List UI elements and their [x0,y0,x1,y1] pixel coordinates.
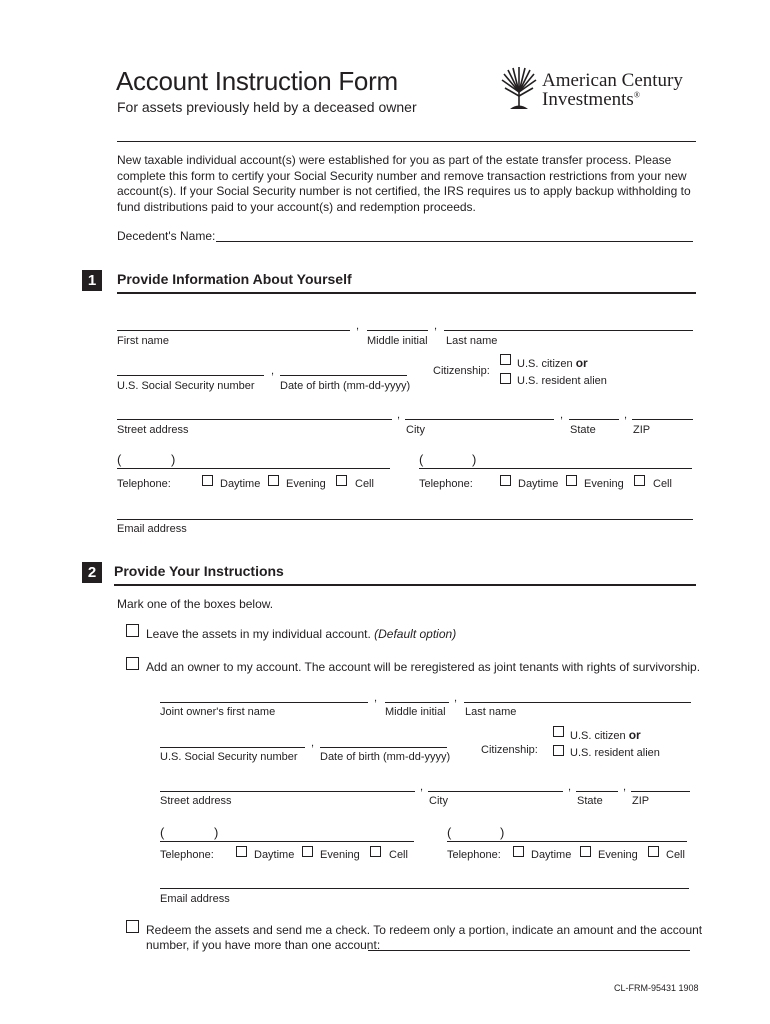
joint-citizenship-label: Citizenship: [481,744,538,756]
joint-resident-alien-checkbox[interactable] [553,745,564,756]
joint-first-name-input[interactable] [160,686,367,702]
joint-telephone-1-label: Telephone: [160,849,214,861]
middle-initial-line [367,330,428,331]
redeem-amount-account-line [368,950,690,951]
separator: , [560,409,564,421]
joint-middle-initial-input[interactable] [385,686,448,702]
joint-phone-2-paren-close: ) [500,825,505,840]
joint-phone-1-evening-label: Evening [320,849,360,861]
dob-label: Date of birth (mm-dd-yyyy) [280,380,411,392]
joint-city-label: City [429,795,448,807]
telephone-1-label: Telephone: [117,478,171,490]
joint-street-address-line [160,791,415,792]
phone-2-daytime-checkbox[interactable] [500,475,511,486]
email-line [117,519,693,520]
phone-1-evening-checkbox[interactable] [268,475,279,486]
separator: , [374,692,378,704]
joint-phone-1-cell-checkbox[interactable] [370,846,381,857]
joint-state-input[interactable] [576,775,617,791]
form-code: CL-FRM-95431 1908 [614,983,699,993]
street-address-line [117,419,392,420]
joint-resident-alien-label: U.S. resident alien [570,747,660,759]
joint-us-citizen-text: U.S. citizen [570,730,626,742]
section-1-heading: Provide Information About Yourself [117,271,352,287]
joint-last-name-label: Last name [465,706,517,718]
joint-dob-label: Date of birth (mm-dd-yyyy) [320,751,451,763]
separator: , [623,781,627,793]
leave-assets-checkbox[interactable] [126,624,139,637]
intro-line-2: complete this form to certify your Social Security number and remove transaction restrictions from your new [117,168,687,183]
header-rule [117,141,696,142]
joint-phone-2-evening-checkbox[interactable] [580,846,591,857]
section-1-number: 1 [82,270,102,291]
phone-1-number-input[interactable] [180,452,388,468]
phone-1-daytime-checkbox[interactable] [202,475,213,486]
resident-alien-checkbox[interactable] [500,373,511,384]
phone-1-evening-label: Evening [286,478,326,490]
joint-street-address-input[interactable] [160,775,414,791]
leave-assets-text: Leave the assets in my individual account. [146,627,371,641]
dob-line [280,375,407,376]
city-input[interactable] [405,403,554,419]
ssn-label: U.S. Social Security number [117,380,255,392]
state-input[interactable] [569,403,618,419]
brand-line-1: American Century [542,70,683,91]
joint-phone-2-evening-label: Evening [598,849,638,861]
joint-last-name-line [464,702,691,703]
joint-zip-input[interactable] [631,775,689,791]
mark-one-instruction: Mark one of the boxes below. [117,597,274,611]
joint-dob-line [320,747,447,748]
ssn-input[interactable] [117,359,263,375]
joint-phone-2-daytime-label: Daytime [531,849,572,861]
resident-alien-label: U.S. resident alien [517,375,607,387]
joint-phone-2-line [447,841,687,842]
joint-us-citizen-label [570,728,641,742]
joint-ssn-line [160,747,305,748]
redeem-assets-label-line-2: number, if you have more than one account: [146,938,381,952]
form-subtitle: For assets previously held by a deceased owner [117,99,417,115]
separator: , [311,737,315,749]
email-input[interactable] [117,503,692,519]
separator: , [356,320,360,332]
phone-2-paren-close: ) [472,452,477,467]
redeem-assets-label-line-1: Redeem the assets and send me a check. To redeem only a portion, indicate an amount and the account [146,923,703,937]
joint-phone-2-cell-checkbox[interactable] [648,846,659,857]
joint-phone-1-daytime-label: Daytime [254,849,295,861]
separator: , [568,781,572,793]
joint-us-citizen-checkbox[interactable] [553,726,564,737]
add-owner-label: Add an owner to my account. The account will be reregistered as joint tenants with rights of survivorship. [146,660,701,674]
joint-last-name-input[interactable] [464,686,690,702]
joint-phone-1-area-code-input[interactable] [168,825,212,841]
section-2-heading: Provide Your Instructions [114,563,284,579]
last-name-line [444,330,693,331]
joint-ssn-input[interactable] [160,731,304,747]
telephone-2-label: Telephone: [419,478,473,490]
joint-phone-2-daytime-checkbox[interactable] [513,846,524,857]
citizenship-label: Citizenship: [433,365,490,377]
phone-1-area-code-input[interactable] [125,452,169,468]
separator: , [624,409,628,421]
leave-assets-label [146,627,456,643]
joint-street-address-label: Street address [160,795,232,807]
phone-2-area-code-input[interactable] [427,452,470,468]
tree-logo-icon [500,66,538,110]
phone-2-evening-checkbox[interactable] [566,475,577,486]
intro-line-3: account(s). If your Social Security number is not certified, the IRS requires us to apply backup withholding to [117,184,691,198]
joint-state-line [576,791,618,792]
joint-phone-1-evening-checkbox[interactable] [302,846,313,857]
phone-1-paren-close: ) [171,452,176,467]
brand-line-2 [542,89,640,111]
joint-email-line [160,888,689,889]
decedent-name-line [216,241,693,242]
first-name-label: First name [117,335,169,347]
zip-input[interactable] [632,403,692,419]
separator: , [397,409,401,421]
joint-phone-1-daytime-checkbox[interactable] [236,846,247,857]
section-2-rule [114,584,696,586]
intro-line-4: fund distributions paid to your account(s) and redemption proceeds. [117,199,476,214]
phone-2-line [419,468,692,469]
joint-dob-input[interactable] [320,731,446,747]
section-2-number: 2 [82,562,102,583]
phone-1-cell-checkbox[interactable] [336,475,347,486]
joint-phone-2-paren-open: ( [447,825,452,840]
zip-label: ZIP [633,424,651,436]
joint-phone-2-cell-label: Cell [666,849,685,861]
joint-telephone-2-label: Telephone: [447,849,501,861]
default-option-text: (Default option) [374,627,457,641]
redeem-amount-account-input[interactable] [370,934,688,950]
joint-phone-1-paren-open: ( [160,825,165,840]
joint-ssn-label: U.S. Social Security number [160,751,298,763]
joint-first-name-line [160,702,368,703]
phone-2-paren-open: ( [419,452,424,467]
decedent-name-input[interactable] [218,226,692,242]
section-1-rule [117,292,696,294]
joint-zip-line [631,791,690,792]
form-title: Account Instruction Form [116,66,398,96]
add-owner-checkbox[interactable] [126,657,139,670]
separator: , [420,781,424,793]
middle-initial-label: Middle initial [367,335,428,347]
joint-first-name-label: Joint owner's first name [160,706,276,718]
joint-zip-label: ZIP [632,795,650,807]
phone-2-cell-checkbox[interactable] [634,475,645,486]
phone-2-evening-label: Evening [584,478,624,490]
phone-2-daytime-label: Daytime [518,478,559,490]
joint-state-label: State [577,795,603,807]
street-address-label: Street address [117,424,189,436]
street-address-input[interactable] [117,403,391,419]
us-citizen-text: U.S. citizen [517,358,573,370]
phone-1-paren-open: ( [117,452,122,467]
joint-middle-initial-line [385,702,449,703]
redeem-assets-checkbox[interactable] [126,920,139,933]
middle-initial-input[interactable] [367,314,427,330]
company-logo [500,66,700,112]
us-citizen-checkbox[interactable] [500,354,511,365]
separator: , [454,692,458,704]
or-text: or [575,356,588,370]
brand-line-2-text: Investments [542,89,634,110]
last-name-input[interactable] [444,314,692,330]
state-label: State [570,424,596,436]
state-line [569,419,619,420]
or-text: or [628,728,641,742]
us-citizen-label [517,356,588,370]
last-name-label: Last name [446,335,498,347]
joint-phone-1-line [160,841,414,842]
city-label: City [406,424,425,436]
joint-email-input[interactable] [160,872,688,888]
dob-input[interactable] [280,359,406,375]
joint-city-line [428,791,563,792]
phone-1-daytime-label: Daytime [220,478,261,490]
phone-2-cell-label: Cell [653,478,672,490]
phone-1-line [117,468,390,469]
joint-email-label: Email address [160,893,230,905]
email-label: Email address [117,523,187,535]
separator: , [271,365,275,377]
joint-phone-1-paren-close: ) [214,825,219,840]
joint-phone-1-cell-label: Cell [389,849,408,861]
joint-middle-initial-label: Middle initial [385,706,446,718]
city-line [405,419,554,420]
ssn-line [117,375,264,376]
zip-line [632,419,693,420]
joint-phone-2-area-code-input[interactable] [455,825,498,841]
joint-phone-2-number-input[interactable] [510,825,686,841]
first-name-line [117,330,350,331]
phone-1-cell-label: Cell [355,478,374,490]
intro-line-1: New taxable individual account(s) were established for you as part of the estate transfer process. Please [117,153,672,167]
first-name-input[interactable] [117,314,350,330]
joint-phone-1-number-input[interactable] [222,825,412,841]
decedent-name-label: Decedent's Name: [117,229,216,243]
separator: , [434,320,438,332]
phone-2-number-input[interactable] [482,452,690,468]
joint-city-input[interactable] [428,775,562,791]
registered-mark: ® [633,90,640,100]
